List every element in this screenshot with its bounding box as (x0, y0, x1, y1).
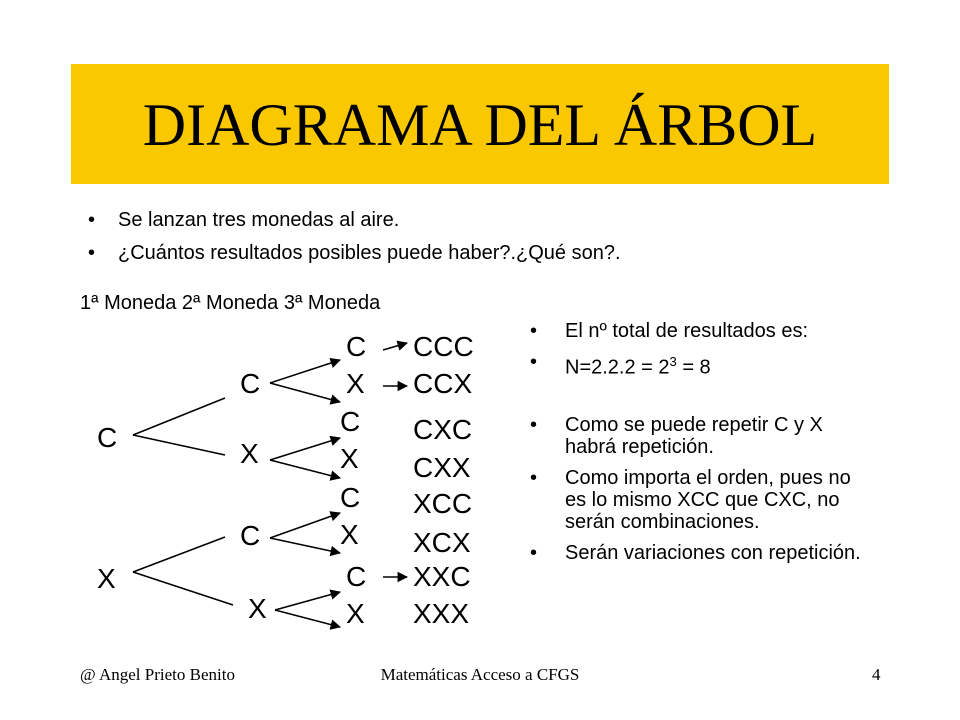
order-note: • Como importa el orden, pues no es lo mismo XCC que CXC, no serán combinaciones. (530, 467, 875, 533)
branch-line (270, 460, 340, 478)
formula-suffix: = 8 (676, 356, 711, 379)
outcome-label: CCX (413, 368, 473, 399)
branch-line (133, 435, 225, 455)
outcome-label: CXX (413, 452, 471, 483)
outcome-label: XXC (413, 561, 471, 592)
repeat-note: • Como se puede repetir C y X habrá repetición. (530, 414, 875, 458)
tree-node-level2: C (240, 520, 261, 551)
outcome-label: XCC (413, 488, 473, 519)
outcome-label: XCX (413, 527, 471, 558)
coin-column-headers: 1ª Moneda 2ª Moneda 3ª Moneda (80, 292, 381, 314)
tree-node-level2: X (240, 438, 259, 469)
branch-line (133, 537, 225, 572)
branch-line (133, 398, 225, 435)
total-label: • El nº total de resultados es: (530, 320, 875, 342)
bullet-item: • ¿Cuántos resultados posibles puede haber?.¿Qué son?. (88, 241, 621, 265)
tree-node-level3: C (346, 331, 367, 362)
branch-line (133, 572, 233, 605)
formula-item (530, 351, 875, 379)
branch-line (270, 513, 340, 538)
tree-node-level3: X (340, 519, 359, 550)
conclusion-note: • Serán variaciones con repetición. (530, 542, 875, 564)
slide-title: DIAGRAMA DEL ÁRBOL (142, 92, 818, 158)
tree-node-level2: X (248, 593, 267, 624)
explanation-list (530, 320, 875, 564)
branch-line (270, 383, 340, 402)
branch-line (270, 538, 340, 553)
tree-node-level3: X (346, 598, 365, 629)
branch-line (270, 438, 340, 460)
outcome-label: CCC (413, 331, 474, 362)
tree-node-level3: C (340, 406, 361, 437)
outcome-arrow (383, 343, 407, 350)
footer-author: @ Angel Prieto Benito (80, 665, 235, 684)
tree-node-level1: X (97, 563, 116, 594)
branch-line (270, 360, 340, 383)
tree-node-level3: X (340, 443, 359, 474)
bullet-item: • Se lanzan tres monedas al aire. (88, 208, 621, 232)
footer-course: Matemáticas Acceso a CFGS (380, 665, 580, 684)
tree-node-level2: C (240, 368, 261, 399)
formula-prefix: N=2.2.2 = 2 (565, 356, 670, 379)
outcome-label: CXC (413, 414, 473, 445)
formula-exponent: 3 (669, 354, 677, 369)
branch-line (275, 592, 340, 610)
tree-node-level3: X (346, 368, 365, 399)
branch-line (275, 610, 340, 627)
outcome-label: XXX (413, 598, 470, 629)
tree-node-level1: C (97, 422, 118, 453)
tree-node-level3: C (346, 561, 367, 592)
page-number: 4 (872, 665, 881, 684)
tree-node-level3: C (340, 482, 361, 513)
